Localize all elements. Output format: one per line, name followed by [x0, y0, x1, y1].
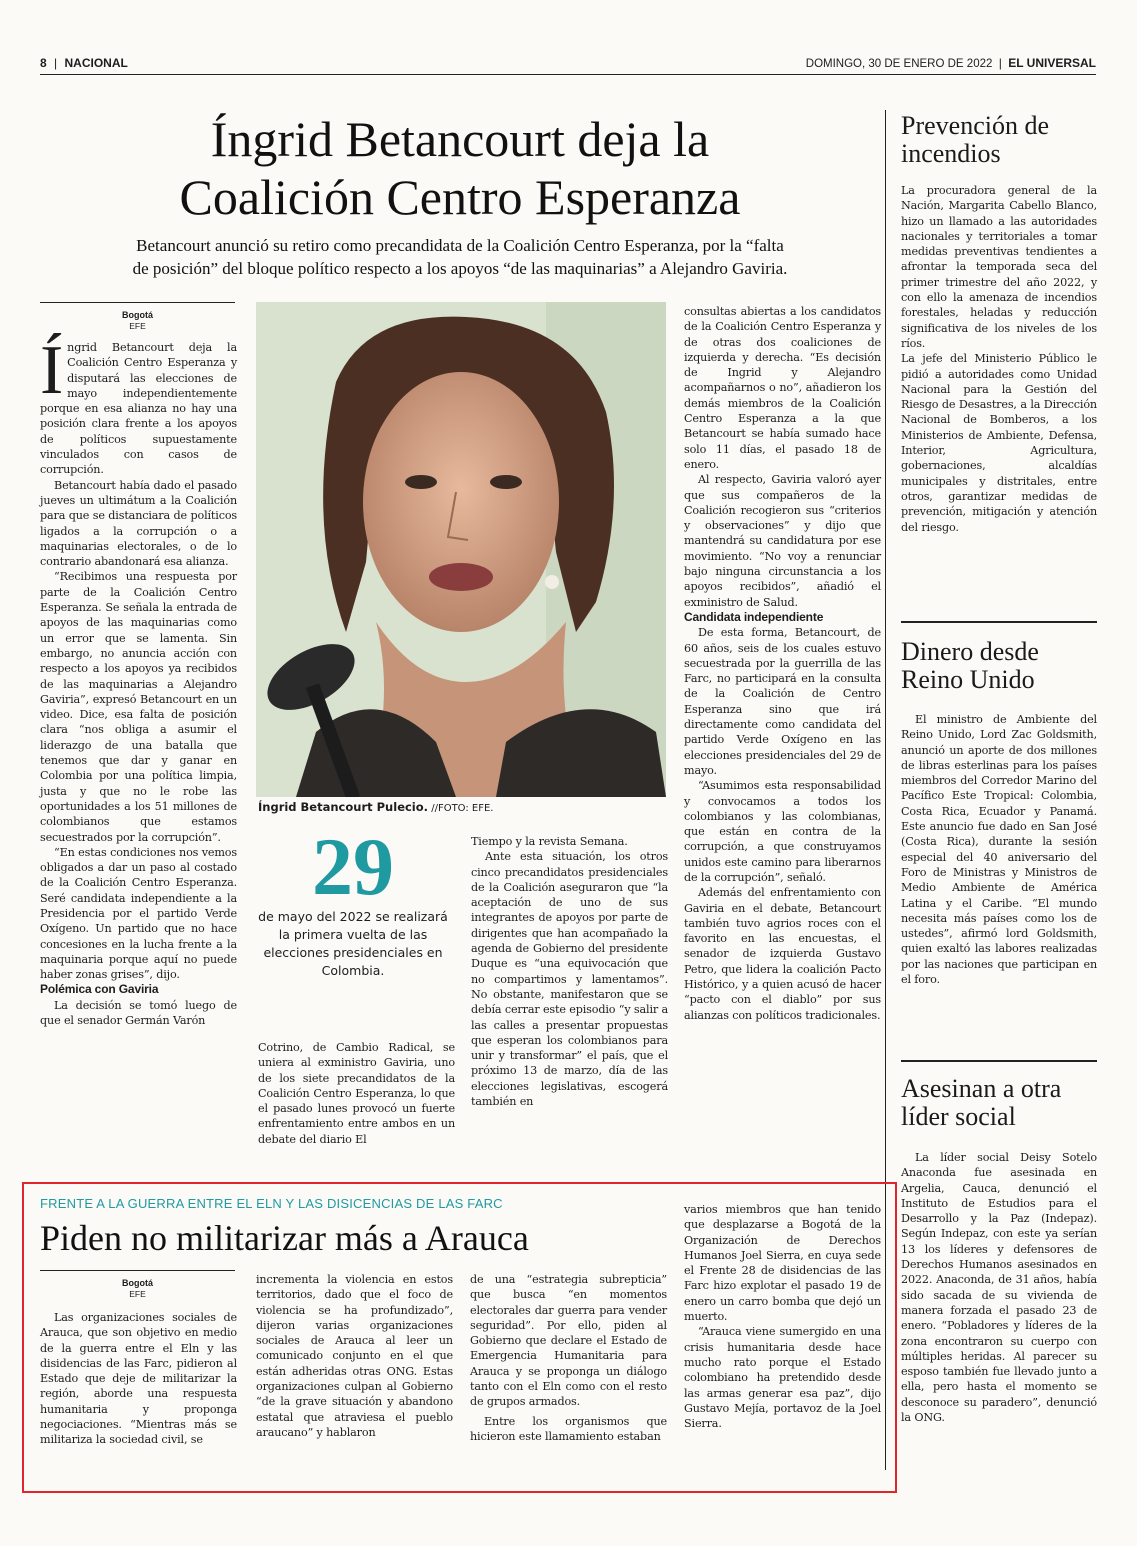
main-col-4: consultas abiertas a los candidatos de la Coalición Centro Esperanza y de otras dos coaliciones de izquierda y derecha. “Es decisión de Ingrid y Alejandro acompañarnos o no”, añadieron los demás miembros de la Coalición Centro Esperanza a la que Betancourt se había sumado hace solo 11 días, el pasado 18 de enero. Al respecto, Gaviria valoró ayer que sus compañeros de la Coalición recogieron sus “criterios y observaciones” y dijo que mantendrá su candidatura por ese movimiento. “No voy a renunciar bajo ninguna circunstancia a los apoyos recibidos”, añadió el exministro de Salud. Candidata independiente De esta forma, Betancourt, de 60 años, seis de los cuales estuvo secuestrada por la guerrilla de las Farc, no participará en la consulta de la Coalición de Centro Esperanza sino que irá directamente como candidata del partido Verde Oxígeno en las elecciones presidenciales del 29 de mayo. “Asumimos esta responsabilidad y convocamos a todos los colombianos y las colombianas, que están en contra de la corrupción, a que construyamos unidos este camino para liberarnos de la corrupción”, señaló. Además del enfrentamiento con Gaviria en el debate, Betancourt también tuvo agrios roces con el favorito en las encuestas, el senador de izquierda Gustavo Petro, que lidera la coalición Pacto Histórico, y a quien acusó de hacer “pacto con el diablo” por sus alianzas con políticos tradicionales.	[684, 305, 881, 1022]
header-rule	[40, 74, 1096, 75]
main-headline: Íngrid Betancourt deja la Coalición Centro Esperanza	[179, 111, 741, 225]
section-name: NACIONAL	[64, 56, 128, 70]
sidebar-brief-dinero: El ministro de Ambiente del Reino Unido, Lord Zac Goldsmith, anunció un aporte de dos millones de libras esterlinas para los países miembros del Corredor Marino del Pacífico Este Tropical: Colombia, Costa Rica, Ecuador y Panamá. Este anuncio fue dado en San José (Costa Rica), durante la sesión especial del 40 aniversario del Foro de Ministras y Ministros de Medio Ambiente de América Latina y el Caribe. “El mundo necesita más países como los de ustedes”, afirmó lord Goldsmith, quien exaltó las labores realizadas por las naciones que participan en el foro.	[901, 713, 1097, 987]
main-dek: Betancourt anunció su retiro como precandidata de la Coalición Centro Esperanza, por la “falta de posición” del bloque político respecto a los apoyos “de las maquinarias” a Alejandro Gaviria.	[132, 236, 788, 278]
arauca-col-4: varios miembros que han tenido que desplazarse a Bogotá de la Organización de Derechos Humanos Joel Sierra, en cuya sede el Frente 28 de disidencias de las Farc hizo explotar el pasado 19 de enero un carro bomba que dejó un muerto. “Arauca viene sumergido en una crisis humanitaria desde hace mucho rato porque el Estado colombiano ha pretendido desde las armas generar esa paz”, dijo Gustavo Mejía, portavoz de la Joel Sierra.	[684, 1203, 881, 1431]
photo-caption	[258, 800, 666, 814]
sidebar-brief-prevencion: La procuradora general de la Nación, Margarita Cabello Blanco, hizo un llamado a las autoridades nacionales y territoriales a tomar medidas preventivas tendientes a afrontar la temporada seca del primer trimestre del año 2022, y con ello la amenaza de incendios forestales, heladas y reducción significativa de los niveles de los ríos. La jefe del Ministerio Público le pidió a autoridades como Unidad Nacional para la Gestión del Riesgo de Desastres, a la Dirección Nacional de Bomberos, a los Ministerios de Ambiente, Defensa, Interior, Agricultura, gobernaciones, alcaldías municipales y distritales, entre otros, garantizar medidas de prevención, mitigación y atención del riesgo.	[901, 184, 1097, 534]
photo-credit: //FOTO: EFE.	[428, 803, 494, 814]
betancourt-photo	[256, 302, 666, 797]
portrait-illustration	[256, 302, 666, 797]
arauca-col-2: incrementa la violencia en estos territorios, dado que el foco de violencia se ha profundizado”, dijeron varias organizaciones sociales de Arauca al leer un comunicado conjunto en el que están adheridas otras ONG. Estas organizaciones culpan al Gobierno “de la grave situación y abandono estatal que atraviesa el pueblo araucano” y hablaron	[256, 1273, 453, 1439]
sidebar-title-lider: Asesinan a otra líder social	[901, 1074, 1062, 1131]
caption-text: Íngrid Betancourt Pulecio.	[258, 800, 429, 814]
arauca-col-1: Las organizaciones sociales de Arauca, que son objetivo en medio de la guerra entre el Eln y las disidencias de las Farc, pidieron al Estado que deje de militarizar la región, aborde una respuesta humanitaria y proponga negociaciones. “Mientras más se militariza la sociedad civil, se	[40, 1311, 237, 1447]
stat-number: 29	[312, 821, 394, 912]
main-col-2: Cotrino, de Cambio Radical, se uniera al exministro Gaviria, uno de los siete precandidatos de la Coalición Centro Esperanza, lo que el pasado lunes provocó un fuerte enfrentamiento entre ambos en un debate del diario El	[258, 1041, 455, 1146]
sidebar-brief-lider: La líder social Deisy Sotelo Anaconda fue asesinada en Argelia, Cauca, denunció el Instituto de Estudios para el Desarrollo y la Paz (Indepaz). Según Indepaz, con este ya serían 13 los líderes y defensores de Derechos Humanos asesinados en 2022. Anaconda, de 31 años, había sido sacada de su vivienda de manera forzada el pasado 23 de enero. “Pobladores y líderes de la zona encontraron su cuerpo con múltiples heridas. Al parecer su esposo también fue llevado junto a ella, pero hasta el momento se desconoce su paradero”, denunció la ONG.	[901, 1151, 1097, 1425]
main-col-3: Tiempo y la revista Semana. Ante esta situación, los otros cinco precandidatos presidenciales de la Coalición aseguraron que “la aceptación de uno de sus integrantes de apoyos por parte de dirigentes que han acompañado la agenda de Gobierno del presidente Duque es “una equivocación que no compartimos y lamentamos”. No obstante, manifestaron que se debía cerrar este episodio “y salir a las calles a presentar propuestas que esperan los colombianos para unir y transformar” el país, que el próximo 13 de marzo, día de las elecciones legislativas, escogerá también en	[471, 835, 668, 1109]
arauca-headline: Piden no militarizar más a Arauca	[40, 1218, 529, 1258]
arauca-col-3: de una “estrategia subrepticia” que busca “en momentos electorales dar guerra para vender seguridad”. Por ello, piden al Gobierno que declare el Estado de Emergencia Humanitaria para Arauca y se proponga un diálogo tanto con el Eln como con el resto de grupos armados. Entre los organismos que hicieron este llamamiento estaban	[470, 1273, 667, 1443]
drop-cap: Í	[40, 332, 64, 409]
sidebar-title-dinero: Dinero desde Reino Unido	[901, 637, 1039, 694]
main-col-1: Íngrid Betancourt deja la Coalición Centro Esperanza y disputará las elecciones de mayo independientemente porque en esa alianza no hay una posición clara frente a los apoyos de políticos supuestamente vinculados con casos de corrupción. Betancourt había dado el pasado jueves un ultimátum a la Coalición para que se distanciara de políticos ligados a la corrupción o a maquinarias electorales, o de lo contrario abandonará esa alianza. “Recibimos una respuesta por parte de la Coalición Centro Esperanza. Se señala la entrada de apoyos de las maquinarias como un error que se lamenta. Sin embargo, no anuncia acción con respecto a los apoyos ya recibidos de las maquinarias a Alejandro Gaviria”, expresó Betancourt en un video. Dice, esa falta de posición clara “nos obliga a asumir el liderazgo de una batalla que tenemos que dar y ganar en Colombia por una política limpia, justa y que no le robe las oportunidades a los 51 millones de colombianos que estamos secuestrados por la corrupción”. “En estas condiciones nos vemos obligados a dar un paso al costado de la Coalición Centro Esperanza. Seré candidata independiente a la Presidencia por el partido Verde Oxígeno. Un partido que no hace concesiones en la lucha frente a la maquinaria porque aquí no puede haber zonas grises”, dijo. Polémica con Gaviria La decisión se tomó luego de que el senador Germán Varón	[40, 332, 237, 1028]
subhead-polemica: Polémica con Gaviria	[40, 982, 159, 997]
arauca-dateline: Bogotá EFE	[122, 1278, 153, 1299]
newspaper-name: EL UNIVERSAL	[1008, 56, 1096, 70]
sidebar-title-prevencion: Prevención de incendios	[901, 111, 1050, 168]
arauca-kicker: FRENTE A LA GUERRA ENTRE EL ELN Y LAS DISICENCIAS DE LAS FARC	[40, 1196, 503, 1211]
stat-description: de mayo del 2022 se realizará la primera vuelta de las elecciones presidenciales en Colombia.	[258, 909, 448, 978]
subhead-candidata: Candidata independiente	[684, 609, 824, 624]
issue-date: DOMINGO, 30 DE ENERO DE 2022	[805, 58, 993, 70]
main-dateline: Bogotá EFE	[122, 310, 153, 331]
page-header: 8 | NACIONAL DOMINGO, 30 DE ENERO DE 2022 | EL UNIVERSAL	[40, 56, 1096, 70]
page-number: 8	[40, 56, 47, 70]
